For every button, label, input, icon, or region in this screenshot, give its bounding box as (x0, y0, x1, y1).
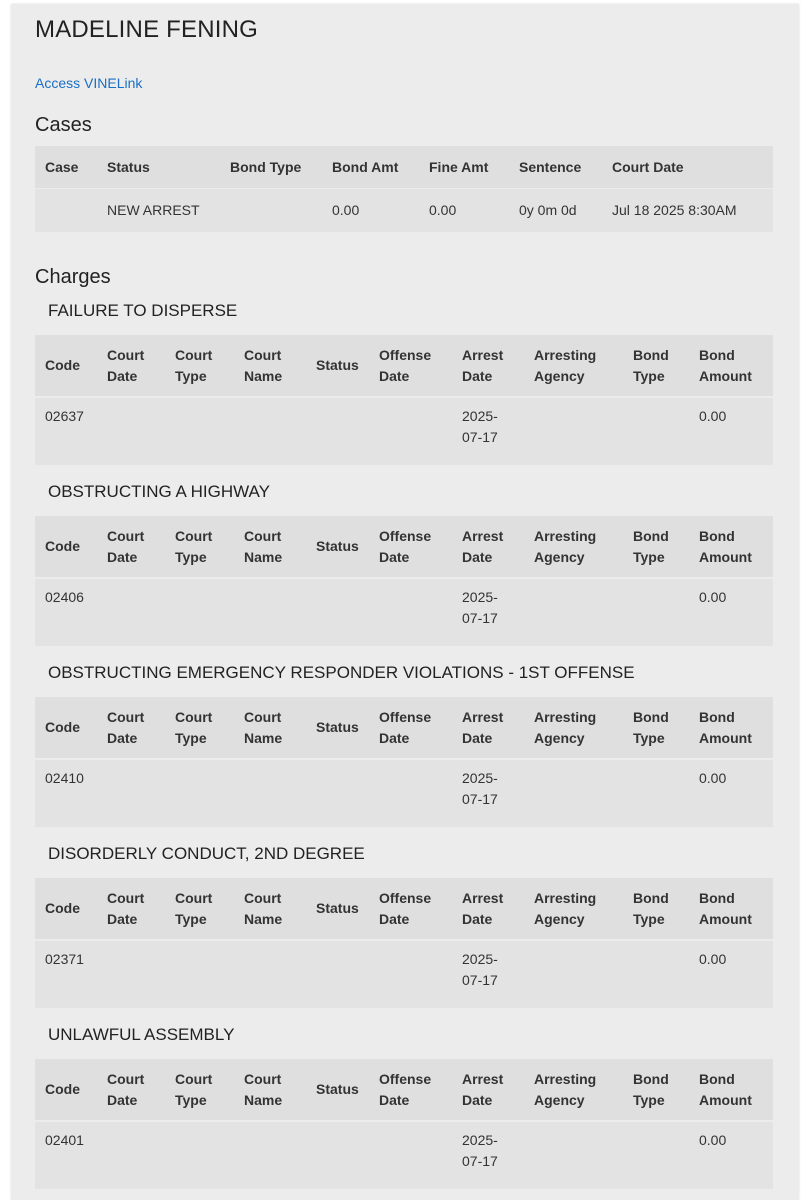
cell-court-type (165, 940, 234, 1008)
col-bond-type: Bond Type (633, 346, 669, 384)
col-status: Status (316, 719, 359, 735)
col-arrest-date: Arrest Date (462, 708, 504, 746)
cell-arrest-date: 2025- 07-17 (462, 951, 498, 988)
col-court-type: Court Type (175, 889, 213, 927)
col-sentence: Sentence (519, 158, 582, 175)
cell-court-name (234, 759, 306, 827)
cell-offense-date (369, 940, 452, 1008)
cell-code: 02637 (45, 408, 84, 424)
cell-offense-date (369, 759, 452, 827)
cell-status (306, 1121, 369, 1189)
cell-status (306, 578, 369, 646)
cell-court-date (97, 940, 165, 1008)
col-status: Status (316, 1081, 359, 1097)
col-offense-date: Offense Date (379, 527, 432, 565)
charge-header-row (35, 335, 773, 397)
col-arrest-date: Arrest Date (462, 527, 504, 565)
cell-bond-amt: 0.00 (332, 202, 360, 218)
col-arrest-date: Arrest Date (462, 1070, 504, 1108)
col-court-date: Court Date (107, 346, 145, 384)
col-court-name: Court Name (244, 889, 283, 927)
cell-arresting-agency (524, 578, 623, 646)
col-status: Status (316, 538, 359, 554)
col-bond-amount: Bond Amount (699, 1070, 752, 1108)
cell-bond-type (623, 1121, 689, 1189)
cell-court-date (97, 397, 165, 465)
cell-bond-type (623, 759, 689, 827)
table-row (35, 940, 773, 1008)
col-fine-amt: Fine Amt (429, 158, 489, 175)
col-court-date: Court Date (107, 708, 145, 746)
cell-code: 02401 (45, 1132, 84, 1148)
cell-bond-type (623, 397, 689, 465)
table-row (35, 397, 773, 465)
col-court-type: Court Type (175, 708, 213, 746)
cell-bond-amount: 0.00 (699, 1132, 727, 1148)
cell-court-type (165, 397, 234, 465)
col-arresting-agency: Arresting Agency (534, 708, 597, 746)
cell-sentence: 0y 0m 0d (519, 202, 577, 218)
col-bond-amount: Bond Amount (699, 889, 752, 927)
col-court-name: Court Name (244, 527, 283, 565)
cell-court-date (97, 578, 165, 646)
col-code: Code (45, 900, 80, 916)
cell-status (306, 397, 369, 465)
cell-bond-type (623, 578, 689, 646)
vinelink-link[interactable]: Access VINELink (35, 75, 143, 91)
col-offense-date: Offense Date (379, 708, 432, 746)
col-arresting-agency: Arresting Agency (534, 346, 597, 384)
col-court-date: Court Date (612, 158, 684, 175)
charge-table (35, 697, 773, 827)
col-bond-type: Bond Type (633, 1070, 669, 1108)
col-arresting-agency: Arresting Agency (534, 889, 597, 927)
cell-arresting-agency (524, 759, 623, 827)
inmate-name: MADELINE FENING (35, 16, 259, 43)
col-bond-type: Bond Type (633, 889, 669, 927)
cell-arrest-date: 2025- 07-17 (462, 589, 498, 626)
cases-heading: Cases (35, 114, 92, 136)
cell-fine-amt: 0.00 (429, 202, 457, 218)
table-row (35, 188, 773, 232)
cell-offense-date (369, 1121, 452, 1189)
col-offense-date: Offense Date (379, 346, 432, 384)
cell-status (306, 940, 369, 1008)
cell-bond-type (623, 940, 689, 1008)
cell-offense-date (369, 397, 452, 465)
col-offense-date: Offense Date (379, 1070, 432, 1108)
col-status: Status (316, 357, 359, 373)
cell-bond-amount: 0.00 (699, 951, 727, 967)
col-bond-type: Bond Type (633, 527, 669, 565)
cell-court-date (97, 759, 165, 827)
cell-bond-amount: 0.00 (699, 589, 727, 605)
col-code: Code (45, 357, 80, 373)
cell-bond-amount: 0.00 (699, 770, 727, 786)
col-court-date: Court Date (107, 527, 145, 565)
col-bond-amount: Bond Amount (699, 346, 752, 384)
cell-case (35, 188, 97, 232)
charge-header-row (35, 1059, 773, 1121)
cases-header-row (35, 146, 773, 188)
cell-bond-type (220, 188, 322, 232)
cell-code: 02406 (45, 589, 84, 605)
cases-table (35, 146, 773, 233)
cell-court-name (234, 1121, 306, 1189)
cell-arrest-date: 2025- 07-17 (462, 770, 498, 807)
cell-arresting-agency (524, 397, 623, 465)
col-bond-type: Bond Type (230, 158, 302, 175)
table-row (35, 578, 773, 646)
col-code: Code (45, 719, 80, 735)
col-status: Status (107, 158, 150, 175)
charge-table (35, 335, 773, 465)
col-offense-date: Offense Date (379, 889, 432, 927)
col-court-type: Court Type (175, 1070, 213, 1108)
cell-court-date (97, 1121, 165, 1189)
col-status: Status (316, 900, 359, 916)
col-case: Case (45, 158, 79, 175)
charge-table (35, 1059, 773, 1189)
col-court-name: Court Name (244, 346, 283, 384)
cell-status (306, 759, 369, 827)
charge-header-row (35, 697, 773, 759)
inmate-detail-panel (11, 4, 799, 1200)
charge-table (35, 878, 773, 1008)
charge-title: DISORDERLY CONDUCT, 2ND DEGREE (48, 844, 365, 863)
col-bond-type: Bond Type (633, 708, 669, 746)
col-code: Code (45, 538, 80, 554)
cell-bond-amount: 0.00 (699, 408, 727, 424)
col-arrest-date: Arrest Date (462, 889, 504, 927)
col-court-type: Court Type (175, 346, 213, 384)
charge-table (35, 516, 773, 646)
col-court-date: Court Date (107, 889, 145, 927)
col-court-name: Court Name (244, 1070, 283, 1108)
table-row (35, 1121, 773, 1189)
cell-court-type (165, 578, 234, 646)
col-arrest-date: Arrest Date (462, 346, 504, 384)
cell-code: 02410 (45, 770, 84, 786)
cell-arresting-agency (524, 1121, 623, 1189)
cell-offense-date (369, 578, 452, 646)
cell-court-name (234, 397, 306, 465)
cell-court-name (234, 940, 306, 1008)
col-bond-amt: Bond Amt (332, 158, 399, 175)
charge-title: UNLAWFUL ASSEMBLY (48, 1025, 235, 1044)
charges-heading: Charges (35, 266, 111, 288)
cell-court-name (234, 578, 306, 646)
col-bond-amount: Bond Amount (699, 527, 752, 565)
cell-arrest-date: 2025- 07-17 (462, 408, 498, 445)
cell-arresting-agency (524, 940, 623, 1008)
cell-court-type (165, 1121, 234, 1189)
col-court-name: Court Name (244, 708, 283, 746)
cell-court-date: Jul 18 2025 8:30AM (612, 202, 737, 218)
col-court-type: Court Type (175, 527, 213, 565)
charge-title: OBSTRUCTING A HIGHWAY (48, 482, 270, 501)
table-row (35, 759, 773, 827)
charge-title: FAILURE TO DISPERSE (48, 301, 238, 320)
cell-arrest-date: 2025- 07-17 (462, 1132, 498, 1169)
cell-code: 02371 (45, 951, 84, 967)
col-bond-amount: Bond Amount (699, 708, 752, 746)
col-arresting-agency: Arresting Agency (534, 1070, 597, 1108)
cell-status: NEW ARREST (107, 202, 200, 218)
cell-court-type (165, 759, 234, 827)
col-arresting-agency: Arresting Agency (534, 527, 597, 565)
col-code: Code (45, 1081, 80, 1097)
col-court-date: Court Date (107, 1070, 145, 1108)
charge-header-row (35, 878, 773, 940)
charge-title: OBSTRUCTING EMERGENCY RESPONDER VIOLATIONS - 1ST OFFENSE (48, 663, 635, 682)
charge-header-row (35, 516, 773, 578)
